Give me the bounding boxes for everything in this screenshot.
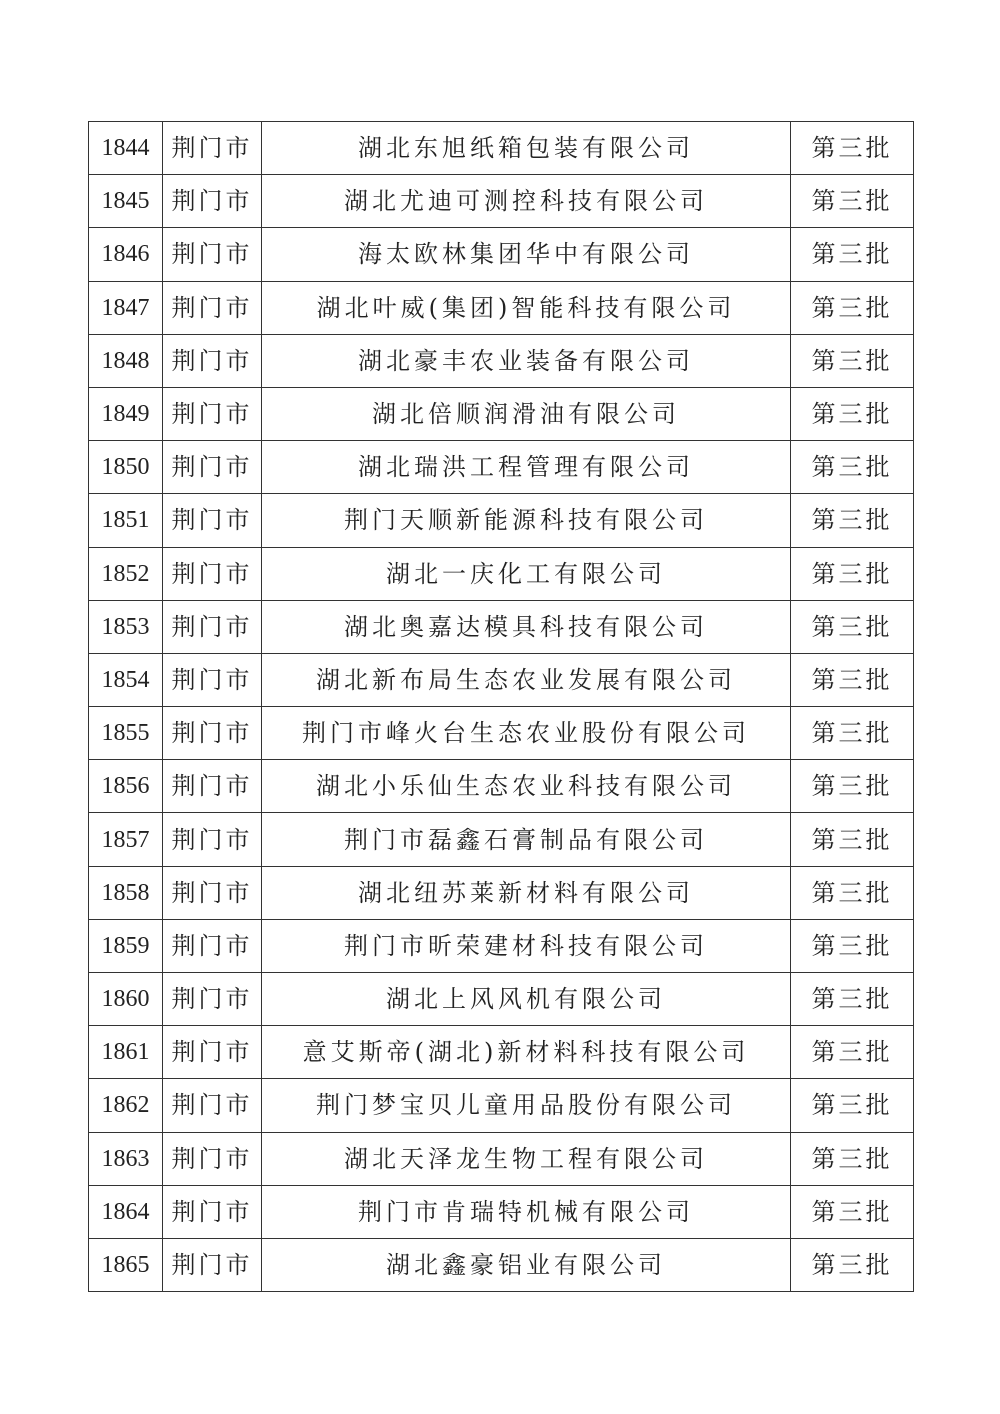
batch-cell: 第三批 [791,653,914,706]
company-list-table [88,121,914,1292]
serial-number-cell: 1865 [89,1238,163,1291]
city-cell: 荆门市 [163,600,262,653]
city-cell: 荆门市 [163,281,262,334]
company-name-cell: 湖北一庆化工有限公司 [262,547,791,600]
city-cell: 荆门市 [163,122,262,175]
company-name-cell: 荆门市肯瑞特机械有限公司 [262,1185,791,1238]
serial-number-cell: 1853 [89,600,163,653]
city-cell: 荆门市 [163,1185,262,1238]
company-name-cell: 湖北叶威(集团)智能科技有限公司 [262,281,791,334]
table-row [89,547,914,600]
batch-cell: 第三批 [791,1132,914,1185]
table-row [89,1079,914,1132]
company-name-cell: 湖北奥嘉达模具科技有限公司 [262,600,791,653]
city-cell: 荆门市 [163,547,262,600]
batch-cell: 第三批 [791,1185,914,1238]
city-cell: 荆门市 [163,1132,262,1185]
batch-cell: 第三批 [791,707,914,760]
city-cell: 荆门市 [163,175,262,228]
batch-cell: 第三批 [791,441,914,494]
table-row [89,175,914,228]
city-cell: 荆门市 [163,919,262,972]
company-name-cell: 荆门梦宝贝儿童用品股份有限公司 [262,1079,791,1132]
table-row [89,441,914,494]
serial-number-cell: 1851 [89,494,163,547]
city-cell: 荆门市 [163,760,262,813]
table-row [89,919,914,972]
batch-cell: 第三批 [791,494,914,547]
company-name-cell: 湖北瑞洪工程管理有限公司 [262,441,791,494]
city-cell: 荆门市 [163,334,262,387]
table-row [89,387,914,440]
table-row [89,281,914,334]
table-row [89,600,914,653]
serial-number-cell: 1860 [89,973,163,1026]
company-name-cell: 意艾斯帝(湖北)新材料科技有限公司 [262,1026,791,1079]
batch-cell: 第三批 [791,919,914,972]
serial-number-cell: 1863 [89,1132,163,1185]
city-cell: 荆门市 [163,1026,262,1079]
table-row [89,973,914,1026]
batch-cell: 第三批 [791,228,914,281]
batch-cell: 第三批 [791,973,914,1026]
table-row [89,1026,914,1079]
company-name-cell: 荆门市峰火台生态农业股份有限公司 [262,707,791,760]
serial-number-cell: 1850 [89,441,163,494]
company-name-cell: 湖北小乐仙生态农业科技有限公司 [262,760,791,813]
serial-number-cell: 1857 [89,813,163,866]
table-row [89,228,914,281]
city-cell: 荆门市 [163,387,262,440]
city-cell: 荆门市 [163,228,262,281]
serial-number-cell: 1846 [89,228,163,281]
city-cell: 荆门市 [163,813,262,866]
table-body [89,122,914,1292]
serial-number-cell: 1855 [89,707,163,760]
batch-cell: 第三批 [791,1238,914,1291]
company-name-cell: 湖北纽苏莱新材料有限公司 [262,866,791,919]
batch-cell: 第三批 [791,281,914,334]
city-cell: 荆门市 [163,707,262,760]
batch-cell: 第三批 [791,1026,914,1079]
table-row [89,122,914,175]
company-name-cell: 湖北豪丰农业装备有限公司 [262,334,791,387]
city-cell: 荆门市 [163,1238,262,1291]
batch-cell: 第三批 [791,600,914,653]
serial-number-cell: 1852 [89,547,163,600]
batch-cell: 第三批 [791,175,914,228]
serial-number-cell: 1862 [89,1079,163,1132]
batch-cell: 第三批 [791,334,914,387]
serial-number-cell: 1844 [89,122,163,175]
serial-number-cell: 1859 [89,919,163,972]
serial-number-cell: 1864 [89,1185,163,1238]
company-name-cell: 海太欧林集团华中有限公司 [262,228,791,281]
batch-cell: 第三批 [791,547,914,600]
company-name-cell: 湖北倍顺润滑油有限公司 [262,387,791,440]
serial-number-cell: 1847 [89,281,163,334]
batch-cell: 第三批 [791,813,914,866]
company-name-cell: 荆门天顺新能源科技有限公司 [262,494,791,547]
serial-number-cell: 1856 [89,760,163,813]
table-row [89,1185,914,1238]
batch-cell: 第三批 [791,760,914,813]
company-name-cell: 湖北上风风机有限公司 [262,973,791,1026]
table-row [89,760,914,813]
company-name-cell: 湖北东旭纸箱包装有限公司 [262,122,791,175]
company-name-cell: 湖北尤迪可测控科技有限公司 [262,175,791,228]
company-name-cell: 荆门市磊鑫石膏制品有限公司 [262,813,791,866]
batch-cell: 第三批 [791,387,914,440]
company-name-cell: 湖北鑫豪铝业有限公司 [262,1238,791,1291]
table-row [89,813,914,866]
serial-number-cell: 1848 [89,334,163,387]
serial-number-cell: 1858 [89,866,163,919]
serial-number-cell: 1861 [89,1026,163,1079]
table-row [89,866,914,919]
table-row [89,334,914,387]
city-cell: 荆门市 [163,441,262,494]
city-cell: 荆门市 [163,1079,262,1132]
company-name-cell: 湖北天泽龙生物工程有限公司 [262,1132,791,1185]
serial-number-cell: 1849 [89,387,163,440]
table-row [89,707,914,760]
table-row [89,653,914,706]
table-row [89,1132,914,1185]
batch-cell: 第三批 [791,866,914,919]
city-cell: 荆门市 [163,494,262,547]
city-cell: 荆门市 [163,653,262,706]
company-name-cell: 湖北新布局生态农业发展有限公司 [262,653,791,706]
city-cell: 荆门市 [163,866,262,919]
company-name-cell: 荆门市昕荣建材科技有限公司 [262,919,791,972]
serial-number-cell: 1854 [89,653,163,706]
serial-number-cell: 1845 [89,175,163,228]
batch-cell: 第三批 [791,1079,914,1132]
city-cell: 荆门市 [163,973,262,1026]
table-row [89,494,914,547]
table-row [89,1238,914,1291]
batch-cell: 第三批 [791,122,914,175]
